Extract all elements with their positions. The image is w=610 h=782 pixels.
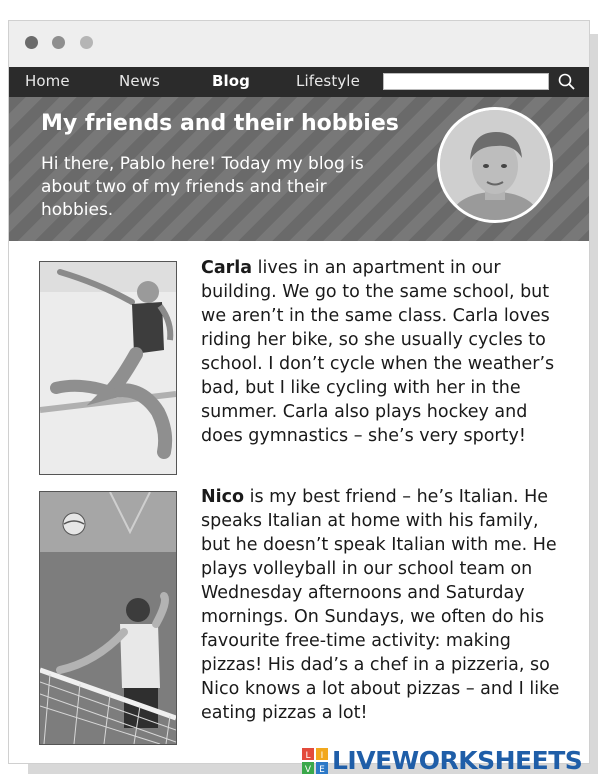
search-input[interactable] bbox=[383, 73, 549, 90]
volleyball-player-icon bbox=[40, 492, 176, 744]
watermark bbox=[302, 746, 602, 776]
nico-name: Nico bbox=[201, 487, 245, 507]
blog-intro: Hi there, Pablo here! Today my blog is about two of my friends and their hobbies. bbox=[41, 154, 364, 220]
carla-paragraph bbox=[201, 256, 561, 448]
window-close-dot[interactable] bbox=[25, 36, 38, 49]
browser-window bbox=[8, 20, 590, 764]
gymnast-figure-icon bbox=[40, 262, 176, 474]
boy-portrait-icon bbox=[440, 110, 550, 220]
page-title: My friends and their hobbies bbox=[41, 111, 399, 136]
nico-text: is my best friend – he’s Italian. He speaks Italian at home with his family, but he doesn’t speak Italian with me. He plays volleyball in our school team on Wednesday afternoons and Saturday mornings. On Sundays, we often do his favourite free-time activity: making pizzas! His dad’s a chef in a pizzeria, so Nico knows a lot about pizzas – and I like eating pizzas a lot! bbox=[201, 487, 560, 723]
svg-text:I: I bbox=[320, 751, 324, 761]
blog-content bbox=[25, 241, 573, 763]
search-icon[interactable] bbox=[557, 72, 577, 92]
svg-text:L: L bbox=[305, 751, 311, 761]
nico-photo bbox=[39, 491, 177, 745]
nav-bar bbox=[9, 67, 589, 97]
nico-paragraph bbox=[201, 485, 561, 725]
author-avatar bbox=[437, 107, 553, 223]
liveworksheets-logo-icon bbox=[302, 748, 328, 774]
watermark-text: LIVEWORKSHEETS bbox=[332, 746, 583, 775]
nav-item-news[interactable]: News bbox=[119, 72, 160, 90]
carla-photo bbox=[39, 261, 177, 475]
nav-item-blog[interactable]: Blog bbox=[212, 72, 251, 90]
svg-text:E: E bbox=[319, 765, 325, 774]
window-maximize-dot[interactable] bbox=[80, 36, 93, 49]
nav-item-lifestyle[interactable]: Lifestyle bbox=[296, 72, 360, 90]
window-chrome bbox=[9, 21, 589, 67]
carla-text: lives in an apartment in our building. We go to the same school, but we aren’t in the same class. Carla loves riding her bike, so she usually cycles to school. I don’t cycle when the weather’s bad, but I like cycling with her in the summer. Carla also plays hockey and does gymnastics – she’s very sporty! bbox=[201, 258, 555, 446]
carla-name: Carla bbox=[201, 258, 253, 278]
nav-item-home[interactable]: Home bbox=[25, 72, 70, 90]
blog-header bbox=[9, 97, 589, 241]
svg-text:V: V bbox=[304, 765, 312, 774]
window-minimize-dot[interactable] bbox=[52, 36, 65, 49]
